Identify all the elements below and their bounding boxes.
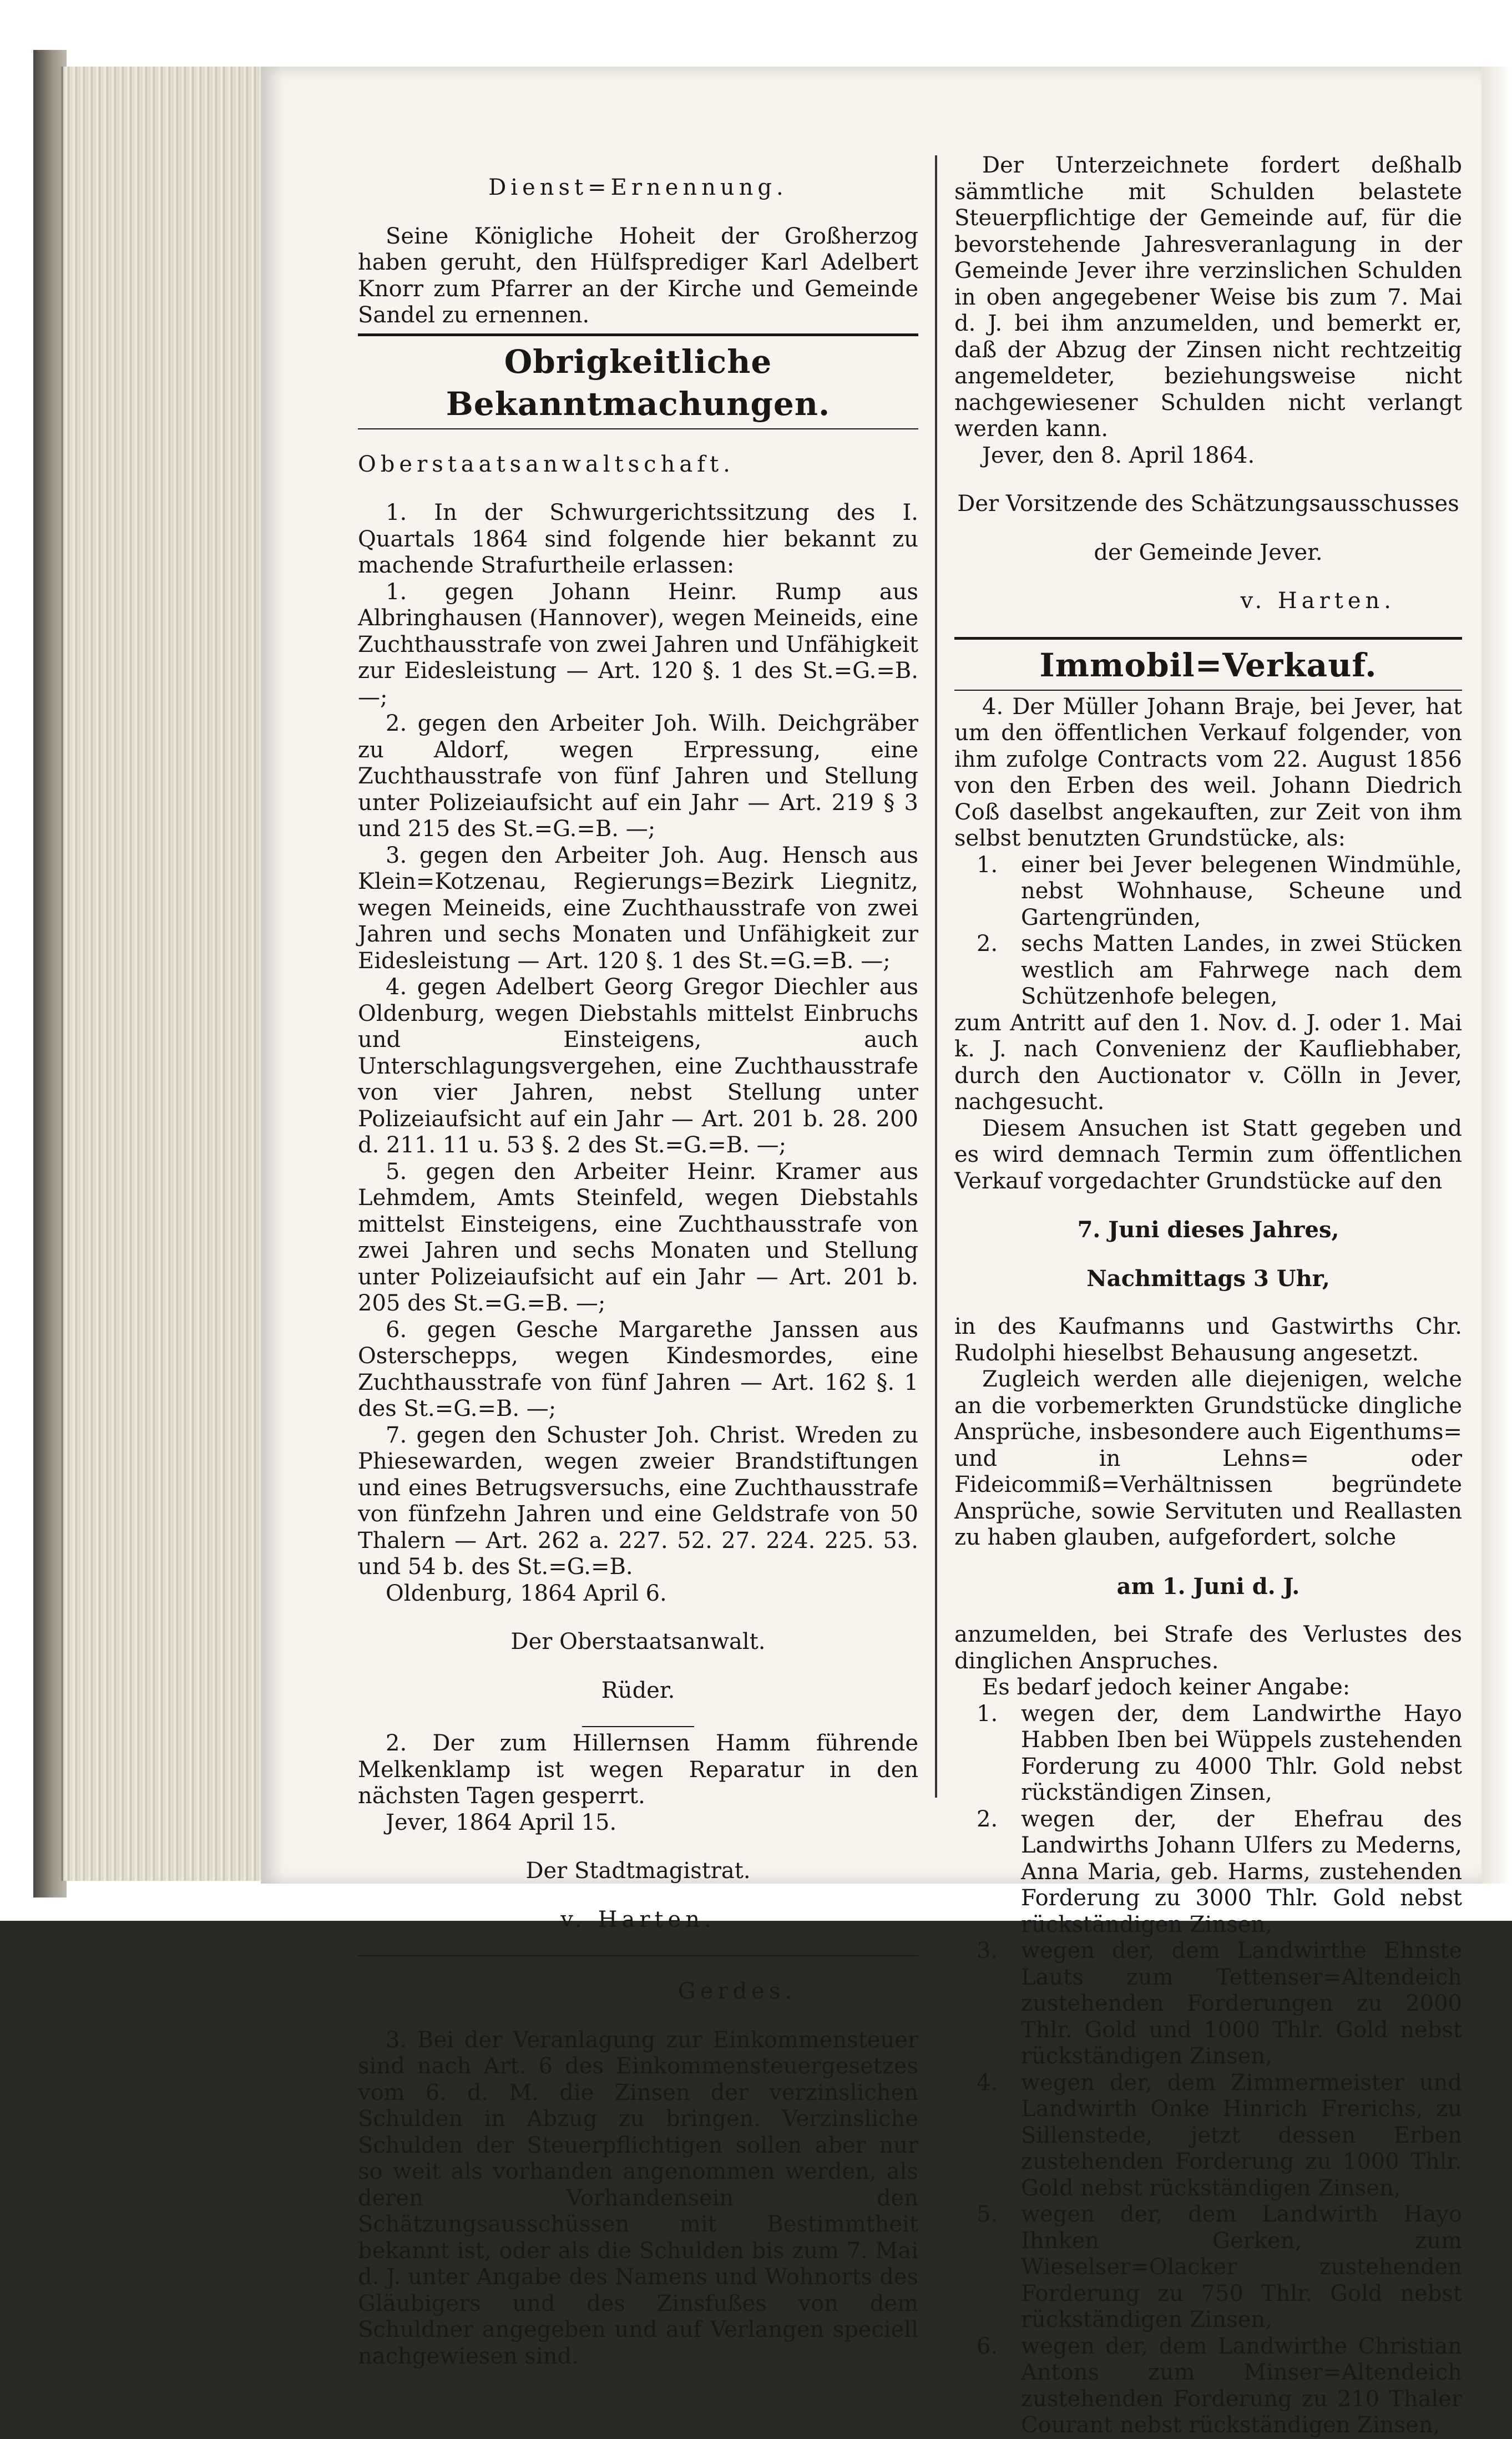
exemption-intro: Es bedarf jedoch keiner Angabe:: [982, 1674, 1351, 1700]
road-notice-place-date: Jever, 1864 April 15.: [386, 1809, 617, 1835]
exemption-num: 3.: [977, 1938, 998, 1964]
section-rule: [358, 333, 918, 336]
exemption-item-2: [954, 1807, 1462, 1939]
column-divider: [935, 155, 937, 1798]
left-column: [358, 153, 918, 2370]
page-edges: [61, 67, 263, 1881]
short-rule: [582, 1726, 694, 1727]
prosecutor-subheading: Oberstaatsanwaltschaft.: [358, 451, 735, 477]
road-notice-clerk: Gerdes.: [677, 1978, 796, 2004]
exemption-item-3: [954, 1938, 1462, 2070]
sale-conditions: zum Antritt auf den 1. Nov. d. J. oder 1. Mai k. J. nach Convenienz der Kaufliebhaber, durch den Auctionator v. Cölln in Jever, nachgesucht.: [954, 1010, 1462, 1115]
verdict-3: 3. gegen den Arbeiter Joh. Aug. Hensch aus Klein=Kotzenau, Regierungs=Bezirk Liegnitz, wegen Meineids, eine Zuchthausstrafe von zwei Jahren und sechs Monaten und Unfähigkeit zur Eidesleistung — Art. 120 §. 1 des St.=G.=B. —;: [358, 842, 918, 974]
verdict-6: 6. gegen Gesche Margarethe Janssen aus Osterschepps, wegen Kindesmordes, eine Zuchthausstrafe von fünf Jahren — Art. 162 §. 1 des St.=G.=B. —;: [358, 1317, 918, 1421]
heading-rule-right: [954, 690, 1462, 691]
property-text: einer bei Jever belegenen Windmühle, nebst Wohnhause, Scheune und Gartengründen,: [1021, 852, 1462, 930]
road-notice-signature: v. Harten.: [560, 1906, 716, 1932]
exemption-text: wegen der, dem Zimmermeister und Landwirth Onke Hinrich Frerichs, zu Sillenstede, jetzt dessen Erben zustehenden Forderung zu 1000 Thlr. Gold nebst rückständigen Zinsen,: [1021, 2069, 1462, 2201]
exemption-num: 5.: [977, 2202, 998, 2227]
verdict-4: 4. gegen Adelbert Georg Gregor Diechler aus Oldenburg, wegen Diebstahls mittelst Einbruchs und Einsteigens, auch Unterschlagungsvergehen, eine Zuchthausstrafe von vier Jahren, nebst Stellung unter Polizeiaufsicht auf ein Jahr — Art. 201 b. 28. 200 d. 211. 11 u. 53 §. 2 des St.=G.=B. —;: [358, 974, 918, 1158]
income-tax-text: 3. Bei der Veranlagung zur Einkommensteuer sind nach Art. 6 des Einkommensteuergesetzes vom 6. d. M. die Zinsen der verzinslichen Schulden in Abzug zu bringen. Verzinsliche Schulden der Steuerpflichtigen sollen aber nur so weit als vorhanden angenommen werden, als deren Vorhandensein den Schätzungsausschüssen mit Bestimmtheit bekannt ist, oder als die Schulden bis zum 7. Mai d. J. unter Angabe des Namens und Wohnorts des Gläubigers und des Zinsfußes von dem Schuldner angegeben und auf Verlangen speciell nachgewiesen sind.: [358, 2027, 918, 2369]
tax-signature: v. Harten.: [1240, 588, 1395, 614]
exemption-text: wegen der, der Ehefrau des Landwirths Johann Ulfers zu Mederns, Anna Maria, geb. Harms, zustehenden Forderung zu 3000 Thlr. Gold nebst rückständigen Zinsen,: [1021, 1806, 1462, 1937]
appointment-title: Dienst=Ernennung.: [488, 175, 788, 200]
exemption-text: wegen der, dem Landwirthe Hayo Habben Iben bei Wüppels zustehenden Forderung zu 4000 Thlr. Gold nebst rückständigen Zinsen,: [1021, 1701, 1462, 1805]
heading-rule: [358, 428, 918, 429]
exemption-item-6: [954, 2334, 1462, 2439]
exemption-num: 4.: [977, 2069, 998, 2096]
property-item-1: [954, 852, 1462, 932]
exemption-num: 1.: [977, 1701, 998, 1727]
sale-intro: 4. Der Müller Johann Braje, bei Jever, hat um den öffentlichen Verkauf folgender, von ihm zufolge Contracts vom 22. August 1856 von den Erben des weil. Johann Diedrich Coß daselbst angekauften, zur Zeit von ihm selbst benutzten Grundstücke, als:: [954, 694, 1462, 851]
claims-text: Zugleich werden alle diejenigen, welche an die vorbemerkten Grundstücke dingliche Ansprüche, insbesondere auch Eigenthums= und in Lehns= oder Fideicommiß=Verhältnissen begründete Ansprüche, sowie Servituten und Reallasten zu haben glauben, aufgefordert, solche: [954, 1367, 1462, 1550]
section-rule-right: [954, 637, 1462, 640]
exemption-item-5: [954, 2202, 1462, 2334]
tax-continued-text: Der Unterzeichnete fordert deßhalb sämmtliche mit Schulden belastete Steuerpflichtige der Gemeinde auf, für die bevorstehende Jahresveranlagung in der Gemeinde Jever ihre verzinslichen Schulden in oben angegebener Weise bis zum 7. Mai d. J. bei ihm anzumelden, und bemerkt er, daß der Abzug der Zinsen nicht rechtzeitig angemeldeter, beziehungsweise nicht nachgewiesener Schulden nicht verlangt werden kann.: [954, 153, 1462, 442]
exemption-text: wegen der, dem Landwirthe Ehnste Lauts zum Tettenser=Altendeich zustehenden Forderungen zu 2000 Thlr. Gold und 1000 Thlr. Gold nebst rückständigen Zinsen,: [1021, 1938, 1462, 2069]
exemption-num: 2.: [977, 1806, 998, 1832]
sale-date-line1: 7. Juni dieses Jahres,: [1077, 1217, 1339, 1243]
right-column: [954, 153, 1462, 2439]
tax-place-date: Jever, den 8. April 1864.: [982, 442, 1255, 468]
property-text: sechs Matten Landes, in zwei Stücken westlich am Fahrwege nach dem Schützenhofe belegen,: [1021, 931, 1462, 1009]
sale-granted: Diesem Ansuchen ist Statt gegeben und es wird demnach Termin zum öffentlichen Verkauf vorgedachter Grundstücke auf den: [954, 1115, 1462, 1194]
property-item-2: [954, 931, 1462, 1010]
tax-office-line2: der Gemeinde Jever.: [1094, 539, 1323, 565]
appointment-text: Seine Königliche Hoheit der Großherzog haben geruht, den Hülfsprediger Karl Adelbert Knorr zum Pfarrer an der Kirche und Gemeinde Sandel zu ernennen.: [358, 223, 918, 328]
signature-rule: [358, 1955, 918, 1956]
prosecutor-place-date: Oldenburg, 1864 April 6.: [386, 1580, 667, 1606]
road-notice-office: Der Stadtmagistrat.: [525, 1858, 751, 1884]
verdict-1: 1. gegen Johann Heinr. Rump aus Albringhausen (Hannover), wegen Meineids, eine Zuchthausstrafe von zwei Jahren und Unfähigkeit zur Eidesleistung — Art. 120 §. 1 des St.=G.=B. —;: [358, 579, 918, 710]
tax-office-line1: Der Vorsitzende des Schätzungsausschusses: [957, 491, 1459, 517]
verdict-2: 2. gegen den Arbeiter Joh. Wilh. Deichgräber zu Aldorf, wegen Erpressung, eine Zuchthausstrafe von fünf Jahren und Stellung unter Polizeiaufsicht auf ein Jahr — Art. 219 § 3 und 215 des St.=G.=B. —;: [358, 711, 918, 842]
prosecutor-signature: Rüder.: [601, 1677, 675, 1703]
exemption-item-1: [954, 1701, 1462, 1807]
road-notice-text: 2. Der zum Hillernsen Hamm führende Melkenklamp ist wegen Reparatur in den nächsten Tagen gesperrt.: [358, 1730, 918, 1809]
exemption-num: 6.: [977, 2333, 998, 2359]
section-heading-property-sale: Immobil=Verkauf.: [1039, 646, 1377, 684]
verdict-7: 7. gegen den Schuster Joh. Christ. Wreden zu Phiesewarden, wegen zweier Brandstiftungen und eines Betrugsversuchs, eine Zuchthausstrafe von fünfzehn Jahren und eine Geldstrafe von 50 Thalern — Art. 262 a. 227. 52. 27. 224. 225. 53. und 54 b. des St.=G.=B.: [358, 1422, 918, 1580]
sale-date-line2: Nachmittags 3 Uhr,: [1086, 1265, 1330, 1292]
property-num: 1.: [977, 852, 998, 878]
section-heading-official-notices: Obrigkeitliche Bekanntmachungen.: [446, 342, 831, 423]
exemption-text: wegen der, dem Landwirth Hayo Ihnken Gerken, zum Wieselser=Olacker zustehenden Forderung zu 750 Thlr. Gold nebst rückständigen Zinsen,: [1021, 2202, 1462, 2332]
sale-location: in des Kaufmanns und Gastwirths Chr. Rudolphi hieselbst Behausung angesetzt.: [954, 1314, 1462, 1366]
exemption-text: wegen der, dem Landwirthe Christian Antons zum Minser=Altendeich zustehenden Forderung zu 210 Thaler Courant nebst rückständigen Zinsen,: [1021, 2333, 1462, 2438]
prosecutor-intro: 1. In der Schwurgerichtssitzung des I. Quartals 1864 sind folgende hier bekannt zu machende Strafurtheile erlassen:: [358, 500, 918, 578]
property-num: 2.: [977, 931, 998, 957]
exemption-item-4: [954, 2070, 1462, 2202]
claims-end: anzumelden, bei Strafe des Verlustes des dinglichen Anspruches.: [954, 1622, 1462, 1674]
right-page-edge: [1481, 67, 1512, 1884]
claims-date: am 1. Juni d. J.: [1116, 1573, 1300, 1600]
prosecutor-office: Der Oberstaatsanwalt.: [510, 1629, 766, 1654]
verdict-5: 5. gegen den Arbeiter Heinr. Kramer aus Lehmdem, Amts Steinfeld, wegen Diebstahls mittelst Einsteigens, eine Zuchthausstrafe von zwei Jahren und sechs Monaten und Stellung unter Polizeiaufsicht auf ein Jahr — Art. 201 b. 205 des St.=G.=B. —;: [358, 1158, 918, 1316]
